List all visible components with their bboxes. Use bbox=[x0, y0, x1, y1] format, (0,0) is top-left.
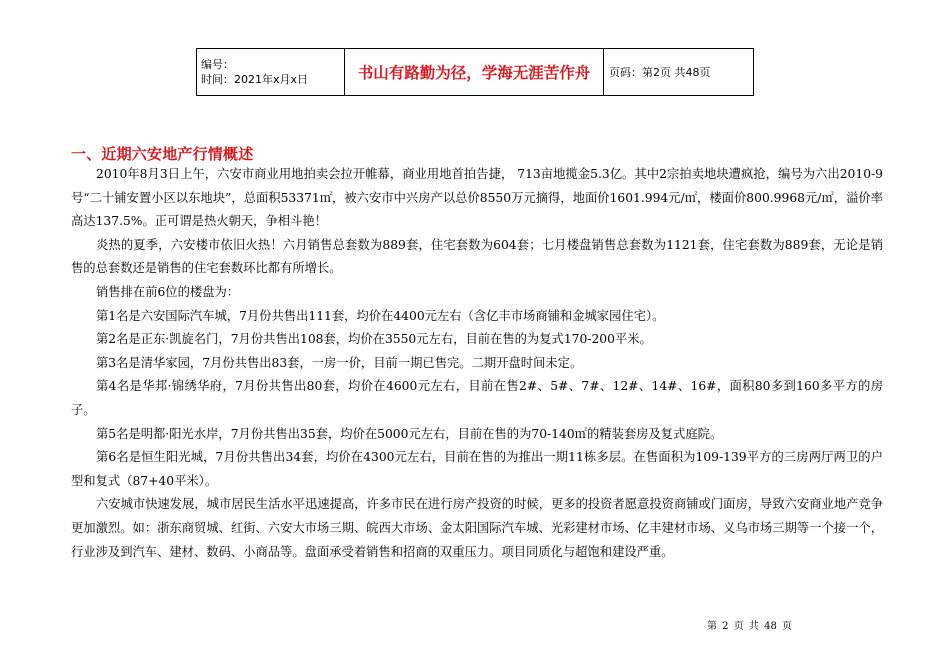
document-header bbox=[196, 48, 754, 96]
paragraph-rank-6: 第6名是恒生阳光城，7月份共售出34套，均价在4300元左右，目前在售的为推出一期11栋多层。在售面积为109-139平方的三房两厅两卫的户型和复式（87+40平米）。 bbox=[71, 450, 883, 488]
page-footer: 第 2 页 共 48 页 bbox=[707, 621, 792, 632]
paragraph-rank-2: 第2名是正东·凯旋名门，7月份共售出108套，均价在3550元左右，目前在售的为复式170-200平米。 bbox=[96, 332, 652, 347]
section-heading: 一、近期六安地产行情概述 bbox=[71, 145, 254, 163]
paragraph-auction: 2010年8月3日上午，六安市商业用地拍卖会拉开帷幕，商业用地首拍告捷， 713亩地揽金5.3亿。其中2宗拍卖地块遭疯抢，编号为六出2010-9号“二十铺安置小区以东地块”，总面积53371㎡，被六安市中兴房产以总价8550万元摘得，地面价1601.994元/㎡，楼面价800.9968元/㎡，溢价率高达137.5%。正可谓是热火朝天，争相斗艳！ bbox=[71, 167, 883, 229]
paragraph-rank-5: 第5名是明都·阳光水岸，7月份共售出35套，均价在5000元左右，目前在售的为70-140㎡的精装套房及复式庭院。 bbox=[96, 426, 723, 441]
page-code: 页码：第2页 共48页 bbox=[604, 49, 754, 96]
paragraph-summer-sales: 炎热的夏季，六安楼市依旧火热！六月销售总套数为889套，住宅套数为604套；七月楼盘销售总套数为1121套，住宅套数为889套，无论是销售的总套数还是销售的住宅套数环比都有所增长。 bbox=[71, 237, 883, 276]
paragraph-rank-4: 第4名是华邦·锦绣华府，7月份共售出80套，均价在4600元左右，目前在售2#、5#、7#、12#、14#、16#，面积80多到160多平方的房子。 bbox=[71, 379, 883, 417]
paragraph-rank-1: 第1名是六安国际汽车城，7月份共售出111套，均价在4400元左右（含亿丰市场商铺和金城家园住宅）。 bbox=[96, 308, 665, 323]
header-info-cell bbox=[197, 49, 345, 96]
number-label: 编号： bbox=[201, 58, 234, 71]
body-text bbox=[71, 163, 883, 564]
time-label: 时间：2021年x月x日 bbox=[201, 73, 309, 86]
paragraph-rank-3: 第3名是清华家园，7月份共售出83套，一房一价，目前一期已售完。二期开盘时间未定。 bbox=[96, 355, 583, 370]
paragraph-top6-intro: 销售排在前6位的楼盘为： bbox=[96, 284, 240, 299]
motto: 书山有路勤为径，学海无涯苦作舟 bbox=[345, 49, 604, 96]
paragraph-commercial-market: 六安城市快速发展，城市居民生活水平迅速提高，许多市民在进行房产投资的时候，更多的投资者愿意投资商铺或门面房，导致六安商业地产竞争更加激烈。如：浙东商贸城、红街、六安大市场三期、皖西大市场、金太阳国际汽车城、光彩建材市场、亿丰建材市场、义乌市场三期等一个接一个，行业涉及到汽车、建材、数码、小商品等。盘面承受着销售和招商的双重压力。项目同质化与超饱和建设严重。 bbox=[71, 497, 884, 559]
